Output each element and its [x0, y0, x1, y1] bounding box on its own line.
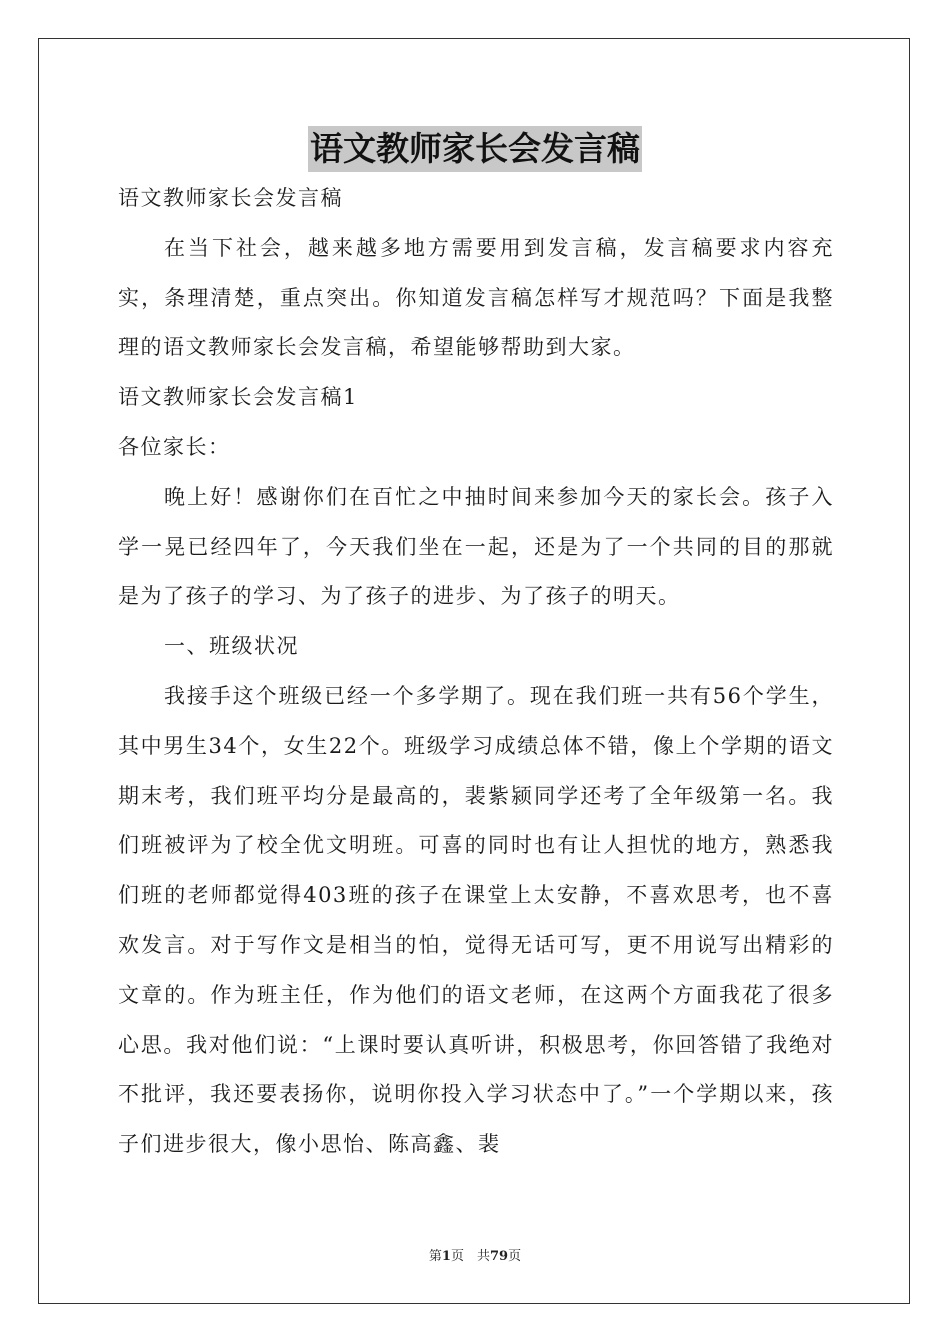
title-container — [0, 126, 950, 172]
footer-suffix: 页 — [508, 1249, 522, 1264]
section-heading: 一、班级状况 — [164, 634, 299, 659]
document-title: 语文教师家长会发言稿 — [308, 126, 642, 172]
paragraph: 语文教师家长会发言稿 — [118, 186, 343, 210]
footer-prefix: 第 — [428, 1249, 442, 1264]
section-heading: 语文教师家长会发言稿1 — [118, 385, 358, 410]
document-body — [118, 174, 834, 1170]
current-page-number: 1 — [441, 1249, 451, 1264]
salutation: 各位家长： — [118, 434, 231, 459]
total-page-count: 79 — [489, 1249, 509, 1264]
footer-mid: 页 共 — [450, 1249, 490, 1264]
page-footer — [0, 1247, 950, 1267]
paragraph: 我接手这个班级已经一个多学期了。现在我们班一共有56个学生，其中男生34个，女生22个。班级学习成绩总体不错，像上个学期的语文期末考，我们班平均分是最高的，裴紫颍同学还考了全年级第一名。我们班被评为了校全优文明班。可喜的同时也有让人担忧的地方，熟悉我们班的老师都觉得403班的孩子在课堂上太安静，不喜欢思考，也不喜欢发言。对于写作文是相当的怕，觉得无话可写，更不用说写出精彩的文章的。作为班主任，作为他们的语文老师，在这两个方面我花了很多心思。我对他们说：“上课时要认真听讲，积极思考，你回答错了我绝对不批评，我还要表扬你，说明你投入学习状态中了。”一个学期以来，孩子们进步很大，像小思怡、陈高鑫、裴 — [118, 683, 834, 1157]
paragraph: 晚上好！感谢你们在百忙之中抽时间来参加今天的家长会。孩子入学一晃已经四年了，今天我们坐在一起，还是为了一个共同的目的那就是为了孩子的学习、为了孩子的进步、为了孩子的明天。 — [118, 484, 834, 609]
paragraph: 在当下社会，越来越多地方需要用到发言稿，发言稿要求内容充实，条理清楚，重点突出。你知道发言稿怎样写才规范吗？下面是我整理的语文教师家长会发言稿，希望能够帮助到大家。 — [118, 235, 834, 360]
